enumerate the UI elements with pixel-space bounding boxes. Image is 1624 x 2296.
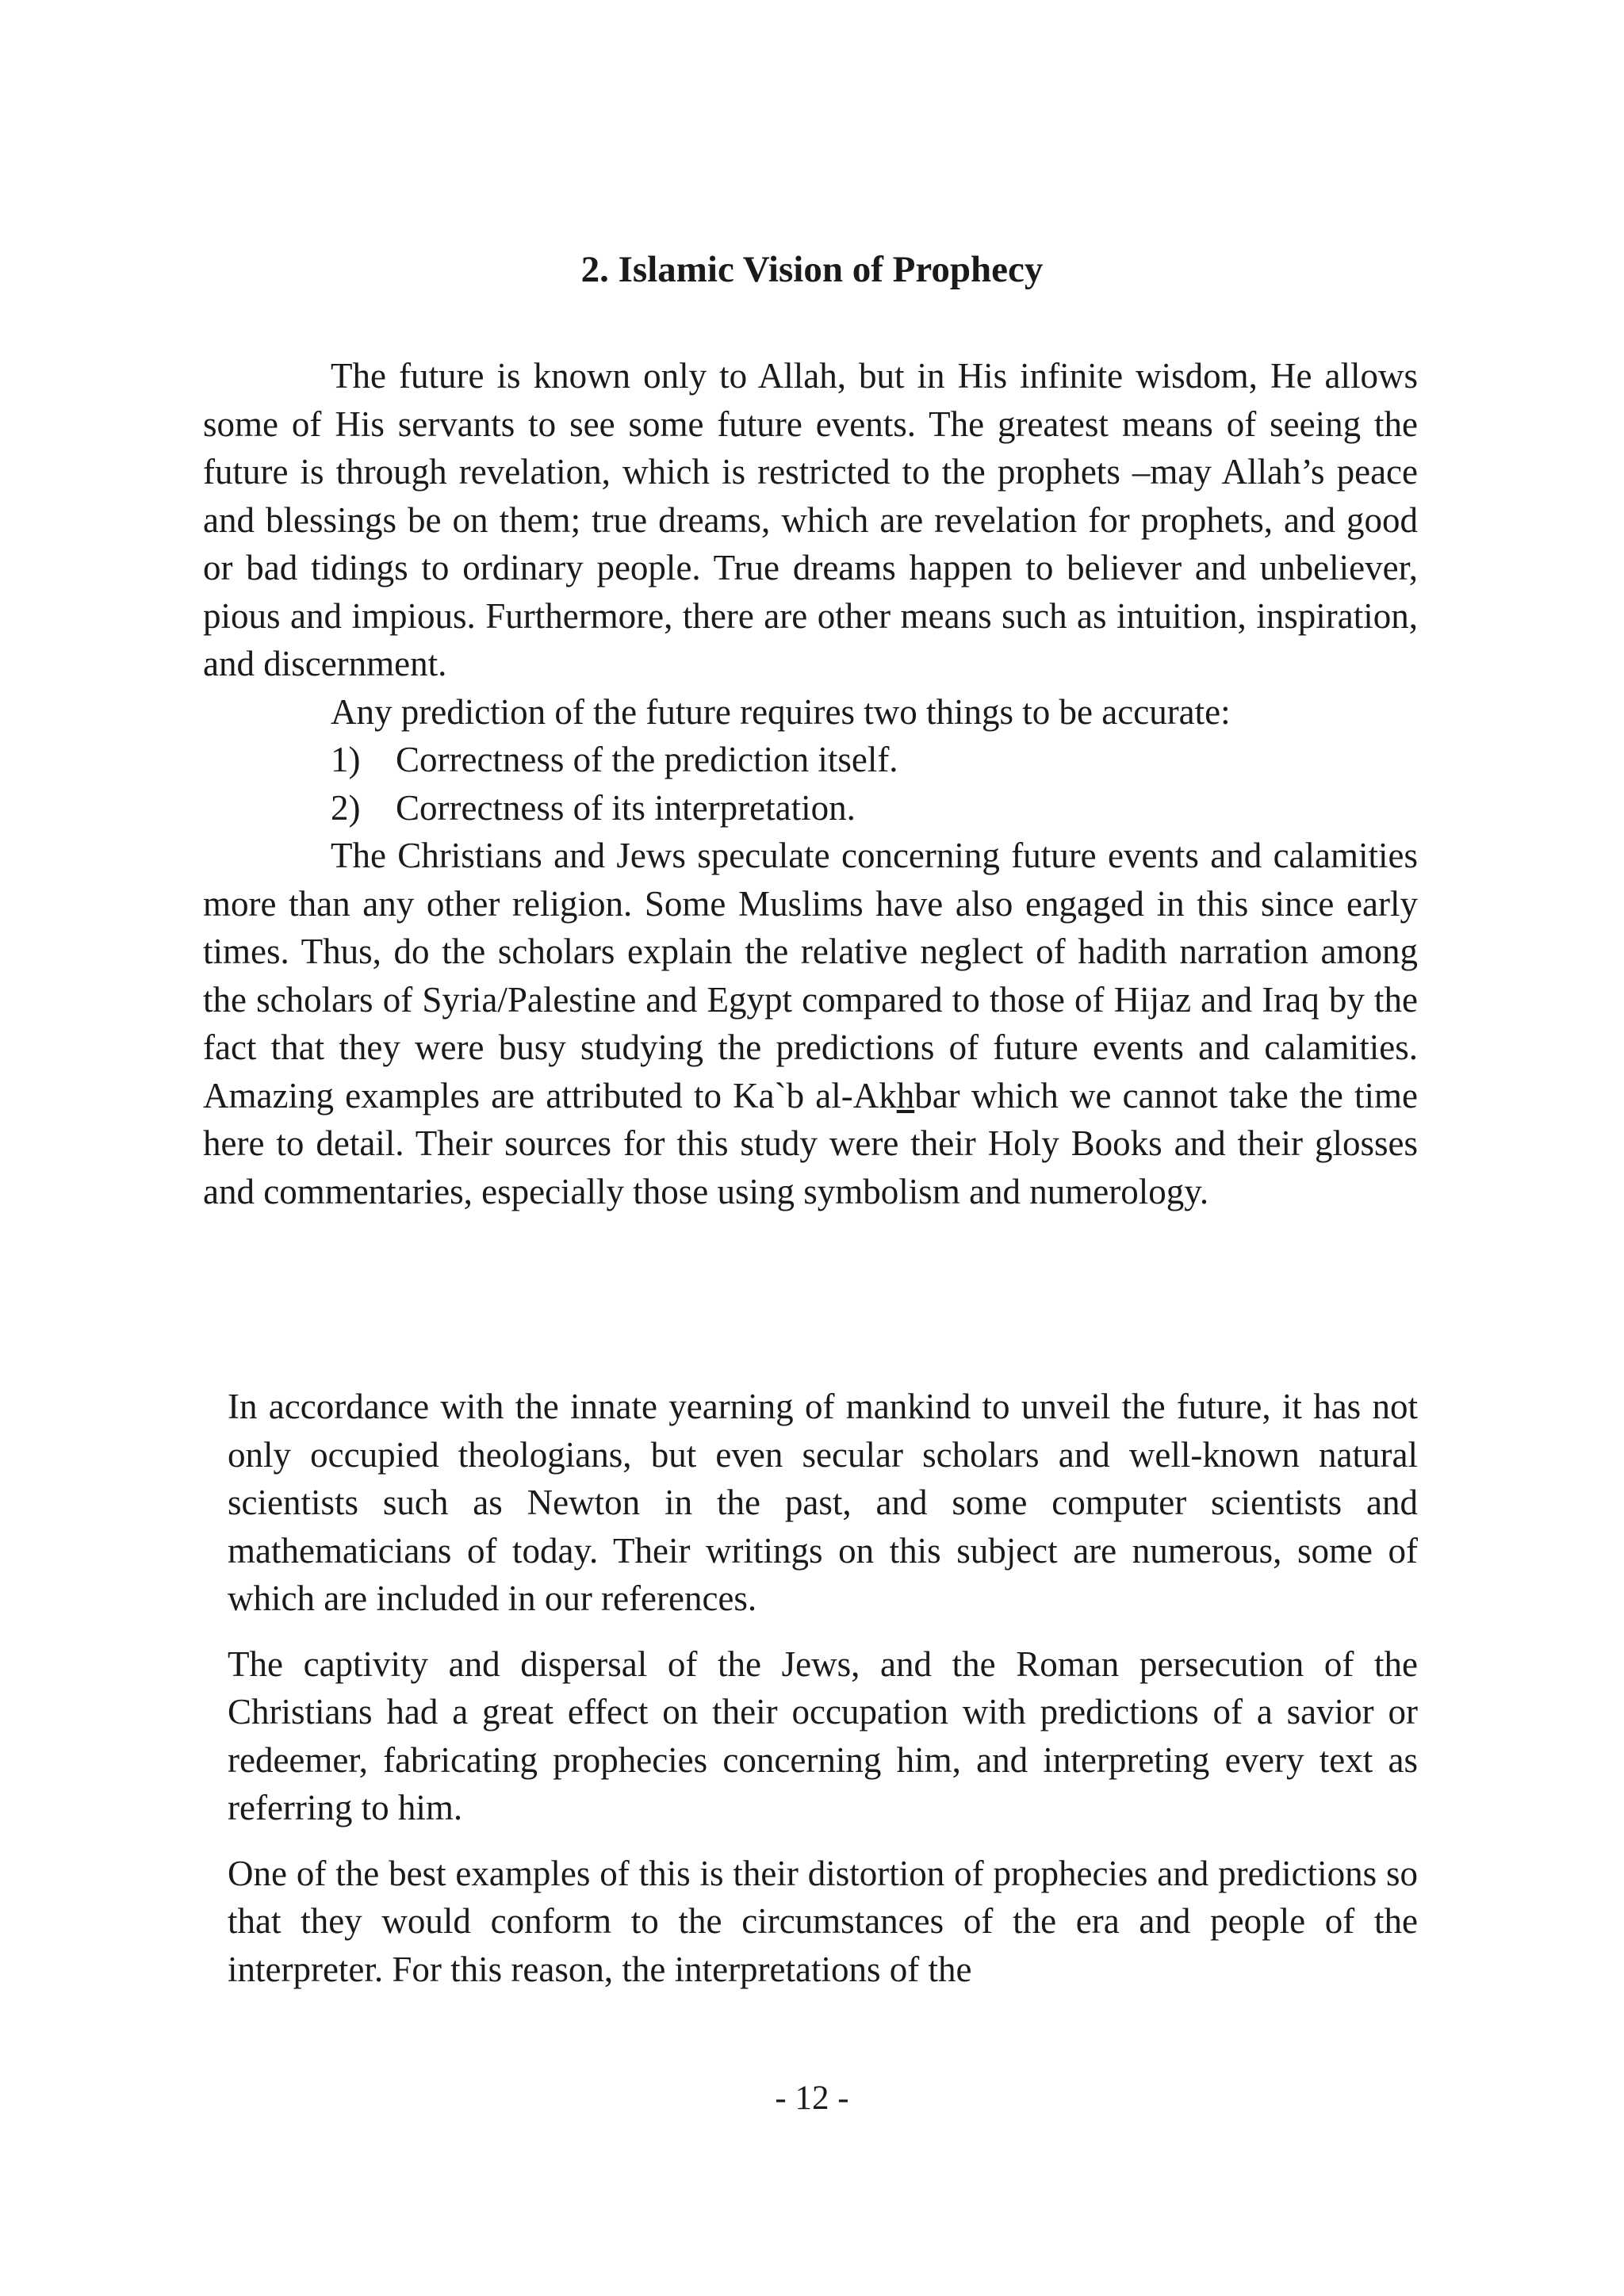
paragraph-captivity-dispersal: The captivity and dispersal of the Jews, and the Roman persecution of the Christians had a great effect on their occupation with predictions of a savior or redeemer, fabricating prophecies concerning him, and interpreting every text as referring to him. [228,1644,1418,1827]
paragraph-text-segment: The Christians and Jews speculate concerning future events and calamities more than any other religion. Some Muslims have also engaged in this since early times. Thus, do the scholars explain the relative neglect of hadith narration among the scholars of Syria/Palestine and Egypt compared to those of Hijaz and Iraq by the fact that they were busy studying the predictions of future events and calamities. Amazing examples are attributed to Ka`b al-Ak [203,836,1418,1115]
list-item-text: Correctness of its interpretation. [396,787,856,828]
body-block-secondary [228,1383,1418,2011]
list-item-number: 1) [331,740,361,779]
list-item [203,736,1418,784]
body-block-main [203,352,1418,1215]
list-item [203,784,1418,832]
paragraph-text-segment: bar which we cannot take the time here to detail. Their sources for this study were their Holy Books and their glosses and commentaries, especially those using symbolism and numerology. [203,1075,1418,1211]
list-item-text: Correctness of the prediction itself. [396,740,898,779]
paragraph-distortion: One of the best examples of this is their distortion of prophecies and predictions so that they would conform to the circumstances of the era and people of the interpreter. For this reason, the interpretations of the [228,1853,1418,1989]
paragraph-prediction-requirements: Any prediction of the future requires two things to be accurate: [331,691,1231,732]
section-title: 2. Islamic Vision of Prophecy [580,249,1044,290]
page-number: - 12 - [775,2080,849,2117]
list-item-number: 2) [331,787,361,828]
paragraph-christians-jews [203,832,1418,1215]
paragraph-innate-yearning: In accordance with the innate yearning of mankind to unveil the future, it has not only occupied theologians, but even secular scholars and well-known natural scientists such as Newton in the past, and some computer scientists and mathematicians of today. Their writings on this subject are numerous, some of which are included in our references. [228,1387,1418,1618]
underlined-letter: h [896,1075,915,1115]
paragraph-future-known: The future is known only to Allah, but in His infinite wisdom, He allows some of His servants to see some future events. The greatest means of seeing the future is through revelation, which is restricted to the prophets –may Allah’s peace and blessings be on them; true dreams, which are revelation for prophets, and good or bad tidings to ordinary people. True dreams happen to believer and unbeliever, pious and impious. Furthermore, there are other means such as intuition, inspiration, and discernment. [203,356,1418,683]
